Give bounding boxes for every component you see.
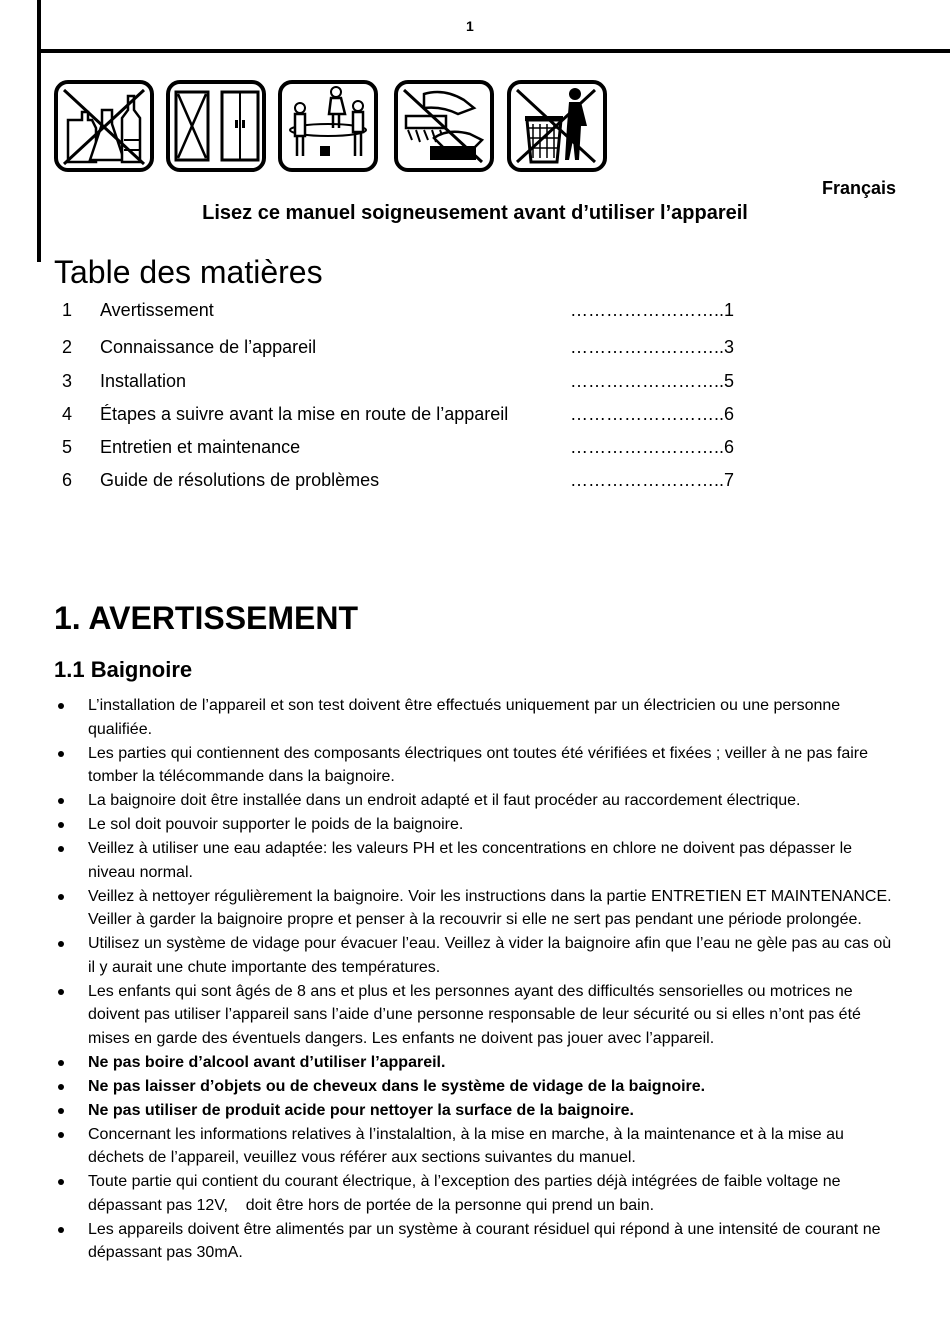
header-rule (37, 49, 950, 53)
warning-text: Veillez à utiliser une eau adaptée: les valeurs PH et les concentrations en chlore ne doivent pas dépasser le niveau normal. (88, 840, 853, 881)
subsection-heading: 1.1 Baignoire (54, 657, 193, 682)
toc-item-number: 3 (62, 371, 73, 391)
toc-item-label: Entretien et maintenance (100, 437, 301, 457)
bullet-icon (58, 703, 64, 709)
toc-item-page: ……………………..5 (570, 371, 735, 391)
bullet-icon (58, 1179, 64, 1185)
warning-item (54, 813, 899, 837)
toc-item-number: 6 (62, 470, 73, 490)
warning-item (54, 1170, 899, 1217)
warning-text: Ne pas utiliser de produit acide pour nettoyer la surface de la baignoire. (88, 1101, 634, 1119)
bullet-icon (58, 894, 64, 900)
warning-item (54, 1218, 899, 1265)
warning-item (54, 1099, 899, 1123)
warning-item (54, 742, 899, 789)
warning-item (54, 837, 899, 884)
warning-text: La baignoire doit être installée dans un endroit adapté et il faut procéder au raccordement électrique. (88, 792, 801, 809)
toc-item-page: ……………………..6 (570, 404, 735, 424)
warning-list (54, 694, 899, 1265)
bullet-icon (58, 822, 64, 828)
bullet-icon (58, 751, 64, 757)
warning-item (54, 1051, 899, 1075)
language-label: Français (821, 178, 896, 198)
warning-item (54, 1075, 899, 1099)
warning-text: Les appareils doivent être alimentés par un système à courant résiduel qui répond à une intensité de courant ne dépassant pas 30mA. (88, 1220, 881, 1261)
toc-item-page: ……………………..3 (570, 337, 735, 357)
toc-item-label: Connaissance de l’appareil (100, 337, 317, 357)
toc-item (62, 371, 742, 395)
toc-item-number: 4 (62, 404, 73, 424)
toc-item-page: ……………………..7 (570, 470, 735, 490)
no-waste-bin-icon (507, 80, 607, 172)
bullet-icon (58, 1084, 64, 1090)
warning-text: L’installation de l’appareil et son test doivent être effectués uniquement par un électricien ou une personne qualifiée. (88, 697, 841, 738)
toc-item-label: Étapes a suivre avant la mise en route de l’appareil (100, 404, 509, 424)
bullet-icon (58, 1227, 64, 1233)
warning-text: Veillez à nettoyer régulièrement la baignoire. Voir les instructions dans la partie ENTRETIEN ET MAINTENANCE. Veiller à garder la baignoire propre et penser à la recouvrir si elle ne sert pas pendant une période prolongée. (88, 887, 892, 928)
warning-item (54, 885, 899, 932)
toc-item (62, 300, 742, 324)
warning-item (54, 789, 899, 813)
bullet-icon (58, 1060, 64, 1066)
toc-item-label: Guide de résolutions de problèmes (100, 470, 380, 490)
bullet-icon (58, 989, 64, 995)
toc-item-number: 1 (62, 300, 73, 320)
warning-item (54, 694, 899, 741)
toc-item (62, 337, 742, 361)
no-chemical-cleaners-icon (54, 80, 154, 172)
bullet-icon (58, 941, 64, 947)
no-abrasive-sponge-icon (394, 80, 494, 172)
warning-text: Concernant les informations relatives à l’instalaltion, à la mise en marche, à la maintenance et à la mise au déchets de l’appareil, veuillez vous référer aux sections suivantes du manuel. (88, 1125, 844, 1166)
toc-item (62, 404, 742, 428)
warning-text: Ne pas laisser d’objets ou de cheveux dans le système de vidage de la baignoire. (88, 1077, 706, 1095)
toc-item-label: Installation (100, 371, 187, 391)
toc-item-number: 5 (62, 437, 73, 457)
warning-text: Les parties qui contiennent des composants électriques ont toutes été vérifiées et fixées ; veiller à ne pas faire tomber la télécommande dans la baignoire. (88, 744, 868, 785)
warning-item (54, 980, 899, 1051)
bullet-icon (58, 1132, 64, 1138)
no-tall-object-icon (166, 80, 266, 172)
toc-item-page: ……………………..6 (570, 437, 735, 457)
toc-title: Table des matières (54, 254, 323, 290)
toc-item-page: ……………………..1 (570, 300, 735, 320)
warning-text: Les enfants qui sont âgés de 8 ans et plus et les personnes ayant des difficultés sensorielles ou motrices ne doivent pas utiliser l’appareil sans l’aide d’une personne responsable de leur sécurité ou si elles n’ont pas été mises en garde des éventuels dangers. Les enfants ne doivent pas jouer avec l’appareil. (88, 982, 861, 1047)
toc-item-label: Avertissement (100, 300, 214, 320)
warning-item (54, 932, 899, 979)
bullet-icon (58, 1108, 64, 1114)
warning-item (54, 1123, 899, 1170)
bullet-icon (58, 798, 64, 804)
warning-text: Le sol doit pouvoir supporter le poids de la baignoire. (88, 816, 464, 833)
read-manual-notice: Lisez ce manuel soigneusement avant d’utiliser l’appareil (202, 202, 748, 224)
warning-text: Utilisez un système de vidage pour évacuer l’eau. Veillez à vider la baignoire afin que l’eau ne gèle pas au cas où il y aurait une chute importante des températures. (88, 935, 892, 976)
warning-text: Ne pas boire d’alcool avant d’utiliser l’appareil. (88, 1053, 446, 1071)
section-heading: 1. AVERTISSEMENT (54, 600, 359, 636)
bullet-icon (58, 846, 64, 852)
assembly-workers-icon (278, 80, 378, 172)
warning-text: Toute partie qui contient du courant électrique, à l’exception des parties déjà intégrées de faible voltage ne dépassant pas 12V, doit être hors de portée de la personne qui prend un bain. (88, 1173, 841, 1214)
toc-item (62, 437, 742, 461)
toc-item-number: 2 (62, 337, 73, 357)
toc-item (62, 470, 742, 494)
page-number: 1 (466, 18, 474, 34)
